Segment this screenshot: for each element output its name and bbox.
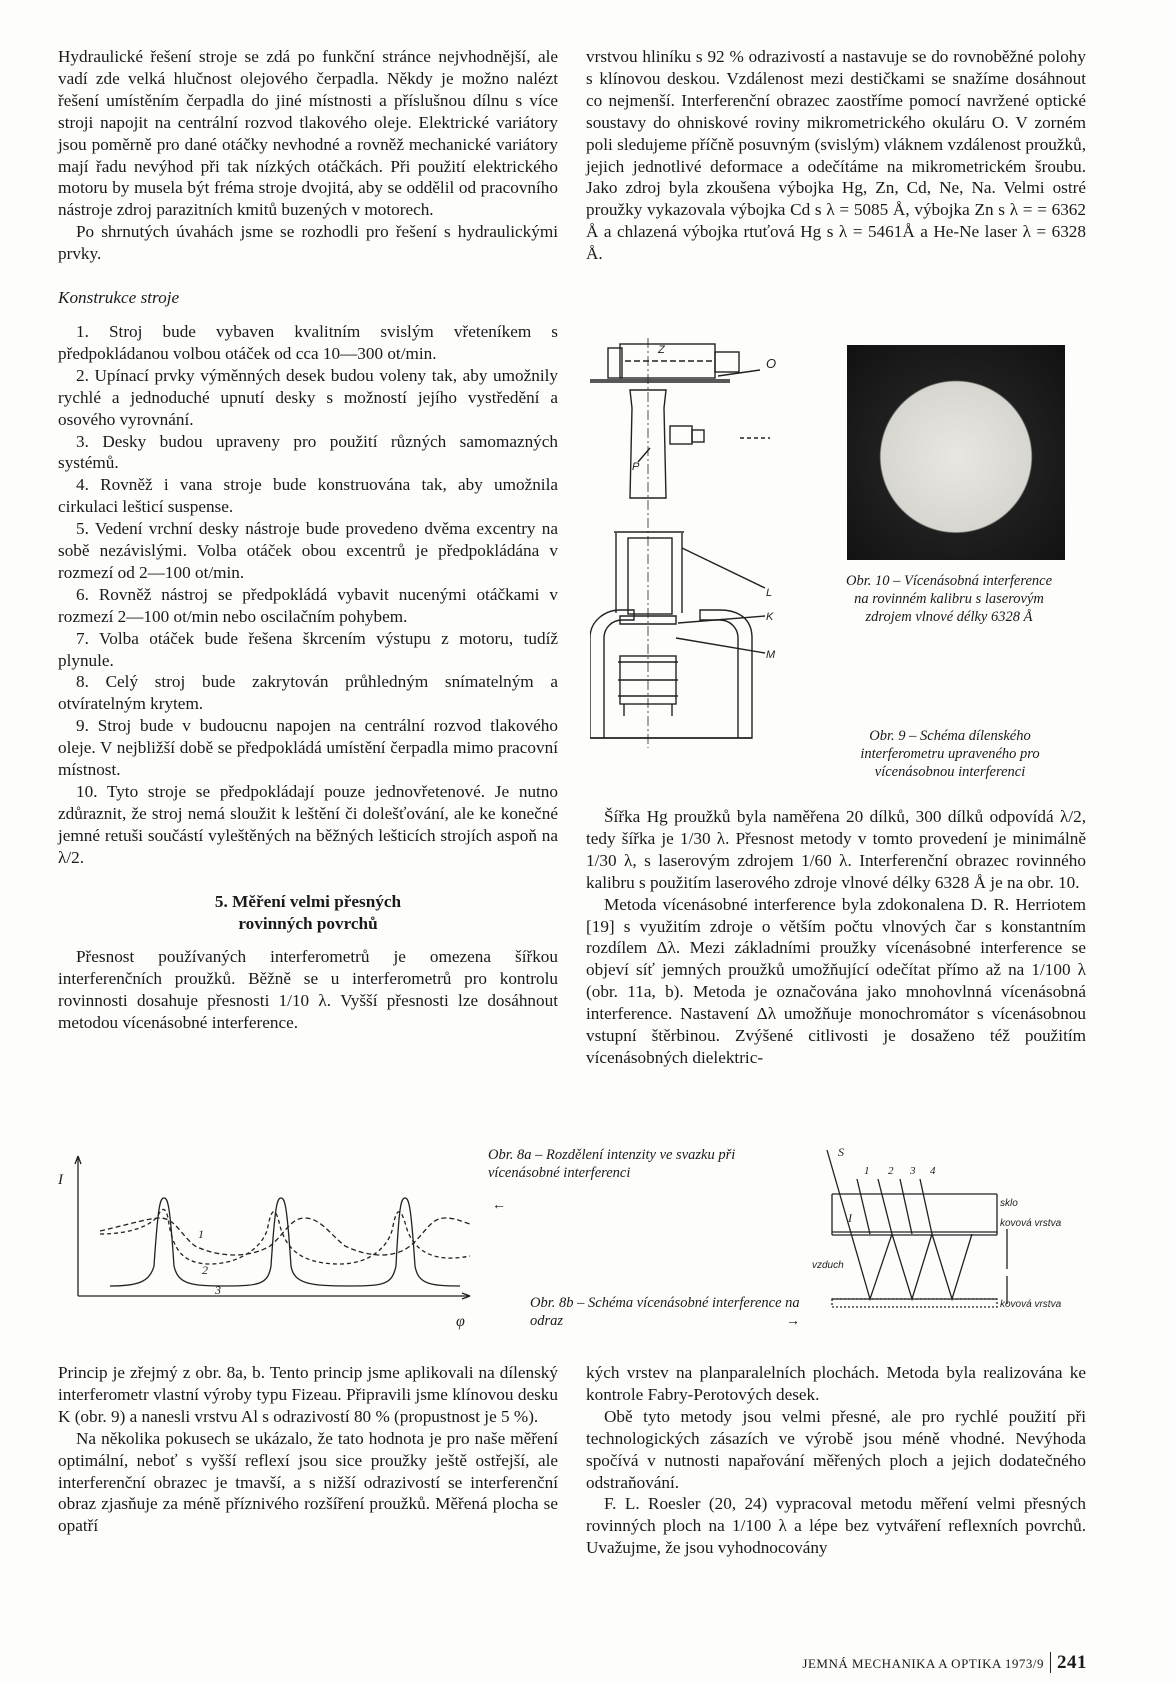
figure-9-schematic xyxy=(590,338,840,768)
paragraph: F. L. Roesler (20, 24) vypracoval metodu měření velmi přesných rovinných ploch na 1/100 λ a lépe bez vytváření reflexních povrchů. Uvažujme, že jsou vyhodnocovány xyxy=(586,1494,1086,1558)
fig8b-label-sklo: sklo xyxy=(1000,1198,1018,1209)
right-column-middle xyxy=(586,806,1086,1069)
paragraph: Hydraulické řešení stroje se zdá po funkční stránce nejvhodnější, ale vadí zde velká hlučnost olejového čerpadla. Někdy je možno nalézt řešení umístěním čerpadla do jiné místnosti a příslušnou dílnu s více stroji napojit na centrální rozvod tlakového oleje. Elektrické variátory jsou poměrně pro dané otáčky nevhodné a rovněž mechanické variátory mají řadu nevýhod při tak nízkých otáčkách. Při použití elektrického motoru by musela být fréma stroje dvojitá, aby se oddělil od pracovního nástroje zdroj parazitních kmitů buzených v motorech. xyxy=(58,47,558,220)
paragraph: Metoda vícenásobné interference byla zdokonalena D. R. Herriotem [19] s využitím zdroje o větším počtu vlnových čar s konstantním rozdílem Δλ. Mezi základními proužky vícenásobné interference se objeví síť jemných proužků umožňující odečítat přímo až na 1/100 λ (obr. 11a, b). Metoda je označována jako mnohovlnná vícenásobná interference. Nastavení Δλ umožňuje monochromátor s vícenásobnou vstupní štěrbinou. Zvýšené citlivosti je dosaženo též použitím vícenásobných dielektric- xyxy=(586,894,1086,1067)
paragraph: Na několika pokusech se ukázalo, že tato hodnota je pro naše měření optimální, neboť s vyšší reflexí jsou sice proužky ještě ostřejší, ale interferenční obrazec je tmavší, a s nižší odrazivostí se interferenční obraz zjasňuje za méně příznivého rozšíření proužků. Měřená plocha se opatří xyxy=(58,1428,558,1536)
list-item: 5. Vedení vrchní desky nástroje bude provedeno dvěma excentry na sobě nezávislými. Volba otáček obou excentrů je předpokládána v rozmezí od 2—100 ot/min. xyxy=(58,519,558,582)
paragraph: vrstvou hliníku s 92 % odrazivostí a nastavuje se do rovnoběžné polohy s klínovou deskou. Vzdálenost mezi destičkami se snažíme dosáhnout co nejmenší. Interferenční obrazec zaostříme pomocí navržené optické soustavy do ohniskové roviny mikrometrického okuláru O. V zorném poli sledujeme příčně posuvným (svislým) vláknem vzdálenost proužků, jejich jednotlivé deformace a odečítáme na mikrometrickém šroubu. Jako zdroj byla zkoušena výbojka Hg, Zn, Cd, Ne, Na. Velmi ostré proužky vykazovala výbojka Cd s λ = 5085 Å, výbojka Zn s λ = = 6362 Å a chlazená výbojka rtuťová Hg s λ = 5461Å a He-Ne laser λ = 6328 Å. xyxy=(586,47,1086,264)
fig8b-label-kovova-2: kovová vrstva xyxy=(1000,1299,1062,1310)
right-column xyxy=(586,46,1086,265)
arrow-left-icon: ← xyxy=(492,1198,506,1213)
fig9-label-m: M xyxy=(766,649,776,661)
fig9-label-z: Z xyxy=(658,344,665,356)
list-item: 8. Celý stroj bude zakrytován průhledným snímatelným a otvíratelným krytem. xyxy=(58,672,558,714)
bottom-left-column xyxy=(58,1362,558,1537)
figure-8b-caption: Obr. 8b – Schéma vícenásobné interference na odraz xyxy=(530,1295,800,1329)
paragraph: Přesnost používaných interferometrů je omezena šířkou interferenčních proužků. Běžně se u interferometrů pro kontrolu rovinnosti dosahuje přesnosti 1/10 λ. Vyšší přesnosti lze dosáhnout metodou vícenásobné interference. xyxy=(58,947,558,1033)
list-item: 3. Desky budou upraveny pro použití různých samomazných systémů. xyxy=(58,431,558,473)
fig8b-label-s: S xyxy=(838,1145,844,1159)
page-number: 241 xyxy=(1050,1652,1087,1673)
fig9-label-k: K xyxy=(766,611,774,623)
paragraph: Šířka Hg proužků byla naměřena 20 dílků, 300 dílků odpovídá λ/2, tedy šířka je 1/30 λ. Přesnost metody v tomto provedení je minimálně 1/30 λ, s laserovým zdrojem 1/60 λ. Interferenční obrazec rovinného kalibru s použitím laserového zdroje vlnové délky 6328 Å je na obr. 10. xyxy=(586,807,1086,892)
figure-8a-intensity-plot xyxy=(50,1146,490,1336)
figure-9-caption: Obr. 9 – Schéma dílenského interferometru upraveného pro vícenásobnou interferenci xyxy=(860,728,1040,780)
fig8a-label-3: 3 xyxy=(215,1283,221,1297)
figure-10-caption: Obr. 10 – Vícenásobná interference na rovinném kalibru s laserovým zdrojem vlnové délky 6328 Å xyxy=(845,573,1053,625)
fig9-label-o: O xyxy=(766,356,777,371)
list-item: 9. Stroj bude v budoucnu napojen na centrální rozvod tlakového oleje. V nejbližší době se předpokládá umístění čerpadla mimo pracovní místnost. xyxy=(58,716,558,780)
paragraph: kých vrstev na planparalelních plochách. Metoda byla realizována ke kontrole Fabry-Perotových desek. xyxy=(586,1363,1086,1404)
bottom-right-column xyxy=(586,1362,1086,1559)
section-title-line-1: 5. Měření velmi přesných xyxy=(214,891,402,911)
fig9-label-l: L xyxy=(766,587,773,599)
list-item: 1. Stroj bude vybaven kvalitním svislým vřeteníkem s předpokládanou volbou otáček od cca 10—300 ot/min. xyxy=(58,321,558,363)
arrow-right-icon: → xyxy=(786,1314,800,1329)
fig8b-label-4: 4 xyxy=(930,1165,936,1177)
list-item: 4. Rovněž i vana stroje bude konstruována tak, aby umožnila cirkulaci lešticí suspense. xyxy=(58,475,558,517)
fig8b-label-3: 3 xyxy=(910,1165,916,1177)
figure-10-photo xyxy=(847,345,1065,560)
fig8b-label-2: 2 xyxy=(888,1165,894,1177)
section-title xyxy=(58,891,558,935)
list-item: 7. Volba otáček bude řešena škrcením výstupu z motoru, tudíž plynule. xyxy=(58,628,558,670)
list-item: 10. Tyto stroje se předpokládají pouze jednovřetenové. Je nutno zdůraznit, že stroj nemá sloužit k leštění či dolešťování, ale ke konečné jemné retuši součástí vyleštěných na běžných lešticích strojích aspoň na λ/2. xyxy=(58,782,558,867)
list-item: 6. Rovněž nástroj se předpokládá vybavit nucenými otáčkami v rozmezí 2—100 ot/min nebo oscilačním pohybem. xyxy=(58,584,558,626)
fig8a-label-1: 1 xyxy=(198,1227,204,1241)
fig8b-label-i: I xyxy=(848,1211,852,1225)
fig8b-label-vzduch: vzduch xyxy=(812,1260,844,1271)
fig8b-label-1: 1 xyxy=(864,1165,870,1177)
fig9-label-p: P xyxy=(632,461,640,473)
page-footer xyxy=(802,1652,1087,1674)
paragraph: Po shrnutých úvahách jsme se rozhodli pro řešení s hydraulickými prvky. xyxy=(58,222,558,264)
fig8a-label-i: I xyxy=(58,1172,63,1188)
fig8a-label-phi: φ xyxy=(456,1313,465,1330)
fig8a-label-2: 2 xyxy=(202,1263,208,1277)
figure-8a-caption: Obr. 8a – Rozdělení intenzity ve svazku při vícenásobné interferenci xyxy=(488,1147,736,1181)
section-title-line-2: rovinných povrchů xyxy=(238,913,378,933)
journal-name: JEMNÁ MECHANIKA A OPTIKA 1973/9 xyxy=(802,1656,1044,1671)
figure-8b-reflection-schema xyxy=(812,1144,1112,1324)
list-item: 2. Upínací prvky výměnných desek budou voleny tak, aby umožnily rychlé a jednoduché upnutí desky s možností jejího vystředění a osového vyrovnání. xyxy=(58,365,558,429)
paragraph: Princip je zřejmý z obr. 8a, b. Tento princip jsme aplikovali na dílenský interferometr vlastní výroby typu Fizeau. Připravili jsme klínovou desku K (obr. 9) a nanesli vrstvu Al s odrazivostí 80 % (propustnost je 5 %). xyxy=(58,1363,558,1426)
left-column xyxy=(58,46,558,1034)
subsection-heading: Konstrukce stroje xyxy=(58,288,180,308)
fig8b-label-kovova-1: kovová vrstva xyxy=(1000,1218,1062,1229)
paragraph: Obě tyto metody jsou velmi přesné, ale pro rychlé použití při technologických zásazích ve výrobě jsou méně vhodné. Nevýhoda spočívá v nutnosti napařování měřených ploch a jejich dodatečného odstraňování. xyxy=(586,1406,1086,1492)
